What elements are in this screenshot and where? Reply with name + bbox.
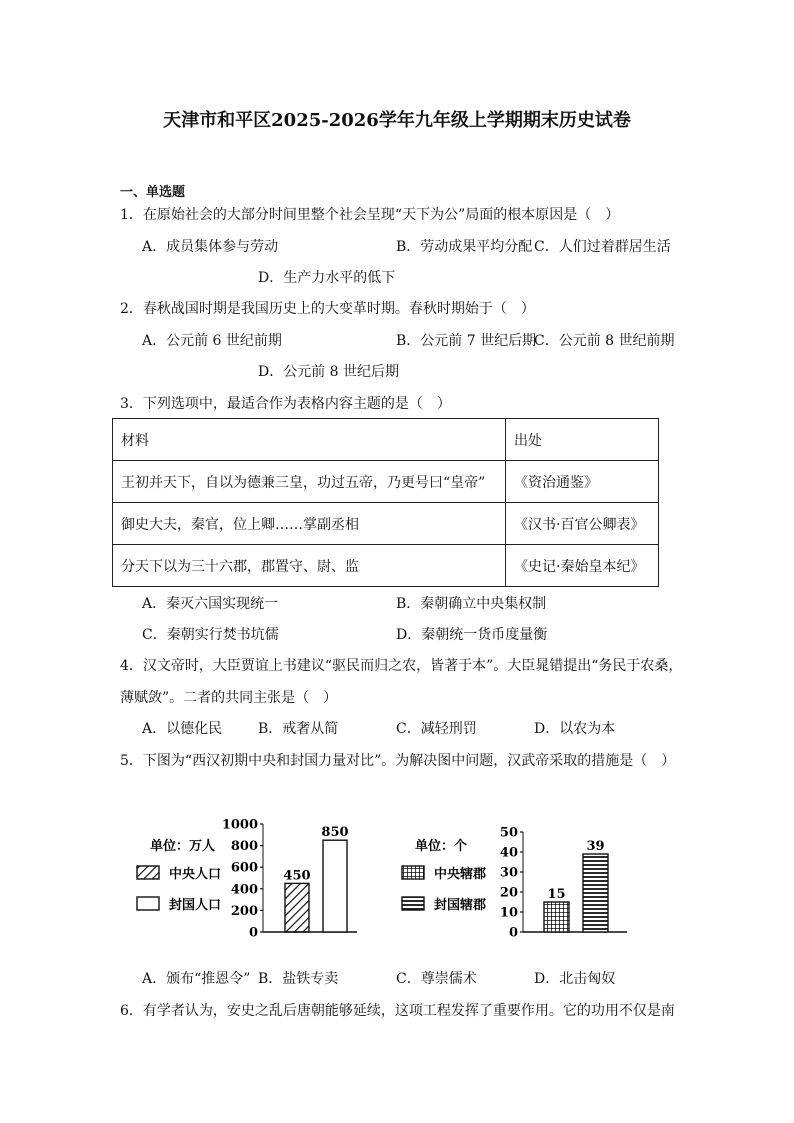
- q2-option-a[interactable]: A．公元前 6 世纪前期: [142, 333, 282, 349]
- y-tick-label: 40: [499, 845, 518, 861]
- chart-legend: [402, 838, 486, 913]
- commandery-bar-chart: [395, 812, 635, 944]
- table-row: [113, 545, 659, 587]
- bars-group: [283, 825, 348, 932]
- q3-option-d[interactable]: D．秦朝统一货币度量衡: [396, 627, 548, 643]
- bar-封国辖郡: [583, 854, 608, 932]
- y-tick-label: 800: [230, 839, 258, 855]
- q1-option-a[interactable]: A．成员集体参与劳动: [142, 239, 279, 255]
- legend-swatch: [137, 897, 159, 910]
- y-tick-label: 1000: [221, 817, 258, 833]
- chart-legend: [137, 838, 221, 913]
- legend-label: 封国人口: [169, 898, 222, 913]
- table-header-source: 出处: [506, 419, 659, 461]
- table-header-row: [113, 419, 659, 461]
- unit-label: 单位：万人: [150, 839, 216, 854]
- q5-option-b[interactable]: B．盐铁专卖: [258, 971, 339, 987]
- bar-data-label: 850: [321, 825, 349, 841]
- q1-option-c[interactable]: C．人们过着群居生活: [534, 239, 671, 255]
- bar-封国人口: [323, 840, 347, 932]
- exam-title: 天津市和平区2025-2026学年九年级上学期期末历史试卷: [163, 110, 631, 131]
- q1-stem: 1．在原始社会的大部分时间里整个社会呈现“天下为公”局面的根本原因是（ ）: [120, 207, 620, 223]
- q3-stem: 3．下列选项中，最适合作为表格内容主题的是（ ）: [120, 396, 451, 412]
- bar-中央辖郡: [544, 902, 569, 932]
- y-tick-label: 400: [230, 882, 258, 898]
- table-row: [113, 503, 659, 545]
- table-cell-source: 《史记·秦始皇本纪》: [506, 545, 659, 587]
- q4-stem-line1: 4．汉文帝时，大臣贾谊上书建议“驱民而归之农，皆著于本”。大臣晁错提出“务民于农桑，: [120, 658, 683, 674]
- q3-option-c[interactable]: C．秦朝实行焚书坑儒: [142, 627, 279, 643]
- q5-option-d[interactable]: D．北击匈奴: [534, 971, 616, 987]
- section-heading: 一、单选题: [120, 185, 186, 200]
- y-tick-label: 10: [499, 905, 518, 921]
- legend-swatch: [402, 866, 424, 879]
- q2-option-b[interactable]: B．公元前 7 世纪后期: [396, 333, 537, 349]
- table-cell-material: 王初并天下，自以为德兼三皇，功过五帝，乃更号曰“皇帝”: [113, 461, 506, 503]
- q1-option-b[interactable]: B．劳动成果平均分配: [396, 239, 533, 255]
- q5-stem: 5．下图为“西汉初期中央和封国力量对比”。为解决图中问题，汉武帝采取的措施是（ ）: [120, 753, 676, 769]
- q4-option-d[interactable]: D．以农为本: [534, 721, 616, 737]
- unit-label: 单位：个: [415, 839, 468, 854]
- legend-label: 封国辖郡: [434, 898, 487, 913]
- y-tick-label: 0: [248, 925, 258, 941]
- table-row: [113, 461, 659, 503]
- y-tick-label: 30: [499, 865, 518, 881]
- q2-stem: 2．春秋战国时期是我国历史上的大变革时期。春秋时期始于（ ）: [120, 301, 535, 317]
- q3-option-a[interactable]: A．秦灭六国实现统一: [142, 596, 279, 612]
- table-cell-material: 御史大夫，秦官，位上卿……掌副丞相: [113, 503, 506, 545]
- q4-stem-line2: 薄赋敛”。二者的共同主张是（ ）: [120, 690, 338, 706]
- table-header-material: 材料: [113, 419, 506, 461]
- q2-option-d[interactable]: D．公元前 8 世纪后期: [258, 364, 400, 380]
- bars-group: [544, 839, 608, 932]
- q3-option-b[interactable]: B．秦朝确立中央集权制: [396, 596, 547, 612]
- q4-option-a[interactable]: A．以德化民: [142, 721, 223, 737]
- legend-swatch: [137, 866, 159, 879]
- bar-中央人口: [285, 883, 309, 932]
- q2-option-c[interactable]: C．公元前 8 世纪前期: [534, 333, 675, 349]
- table-cell-material: 分天下以为三十六郡，郡置守、尉、监: [113, 545, 506, 587]
- bar-data-label: 15: [547, 887, 566, 902]
- y-tick-label: 0: [508, 925, 518, 941]
- q1-option-d[interactable]: D．生产力水平的低下: [258, 270, 396, 286]
- q5-option-c[interactable]: C．尊崇儒术: [396, 971, 477, 987]
- bar-data-label: 450: [283, 868, 311, 884]
- y-tick-label: 600: [230, 860, 258, 876]
- legend-label: 中央辖郡: [434, 867, 487, 882]
- population-bar-chart: [125, 812, 365, 944]
- y-tick-label: 200: [230, 903, 258, 919]
- legend-swatch: [402, 897, 424, 910]
- y-tick-label: 50: [499, 825, 518, 841]
- legend-label: 中央人口: [169, 867, 222, 882]
- q5-option-a[interactable]: A．颁布“推恩令”: [142, 971, 251, 987]
- y-tick-label: 20: [499, 885, 518, 901]
- q4-option-c[interactable]: C．减轻刑罚: [396, 721, 477, 737]
- q3-source-table: [112, 418, 659, 587]
- bar-data-label: 39: [586, 839, 605, 854]
- table-cell-source: 《资治通鉴》: [506, 461, 659, 503]
- q6-stem: 6．有学者认为，安史之乱后唐朝能够延续，这项工程发挥了重要作用。它的功用不仅是南: [120, 1003, 675, 1019]
- q4-option-b[interactable]: B．戒奢从简: [258, 721, 339, 737]
- table-cell-source: 《汉书·百官公卿表》: [506, 503, 659, 545]
